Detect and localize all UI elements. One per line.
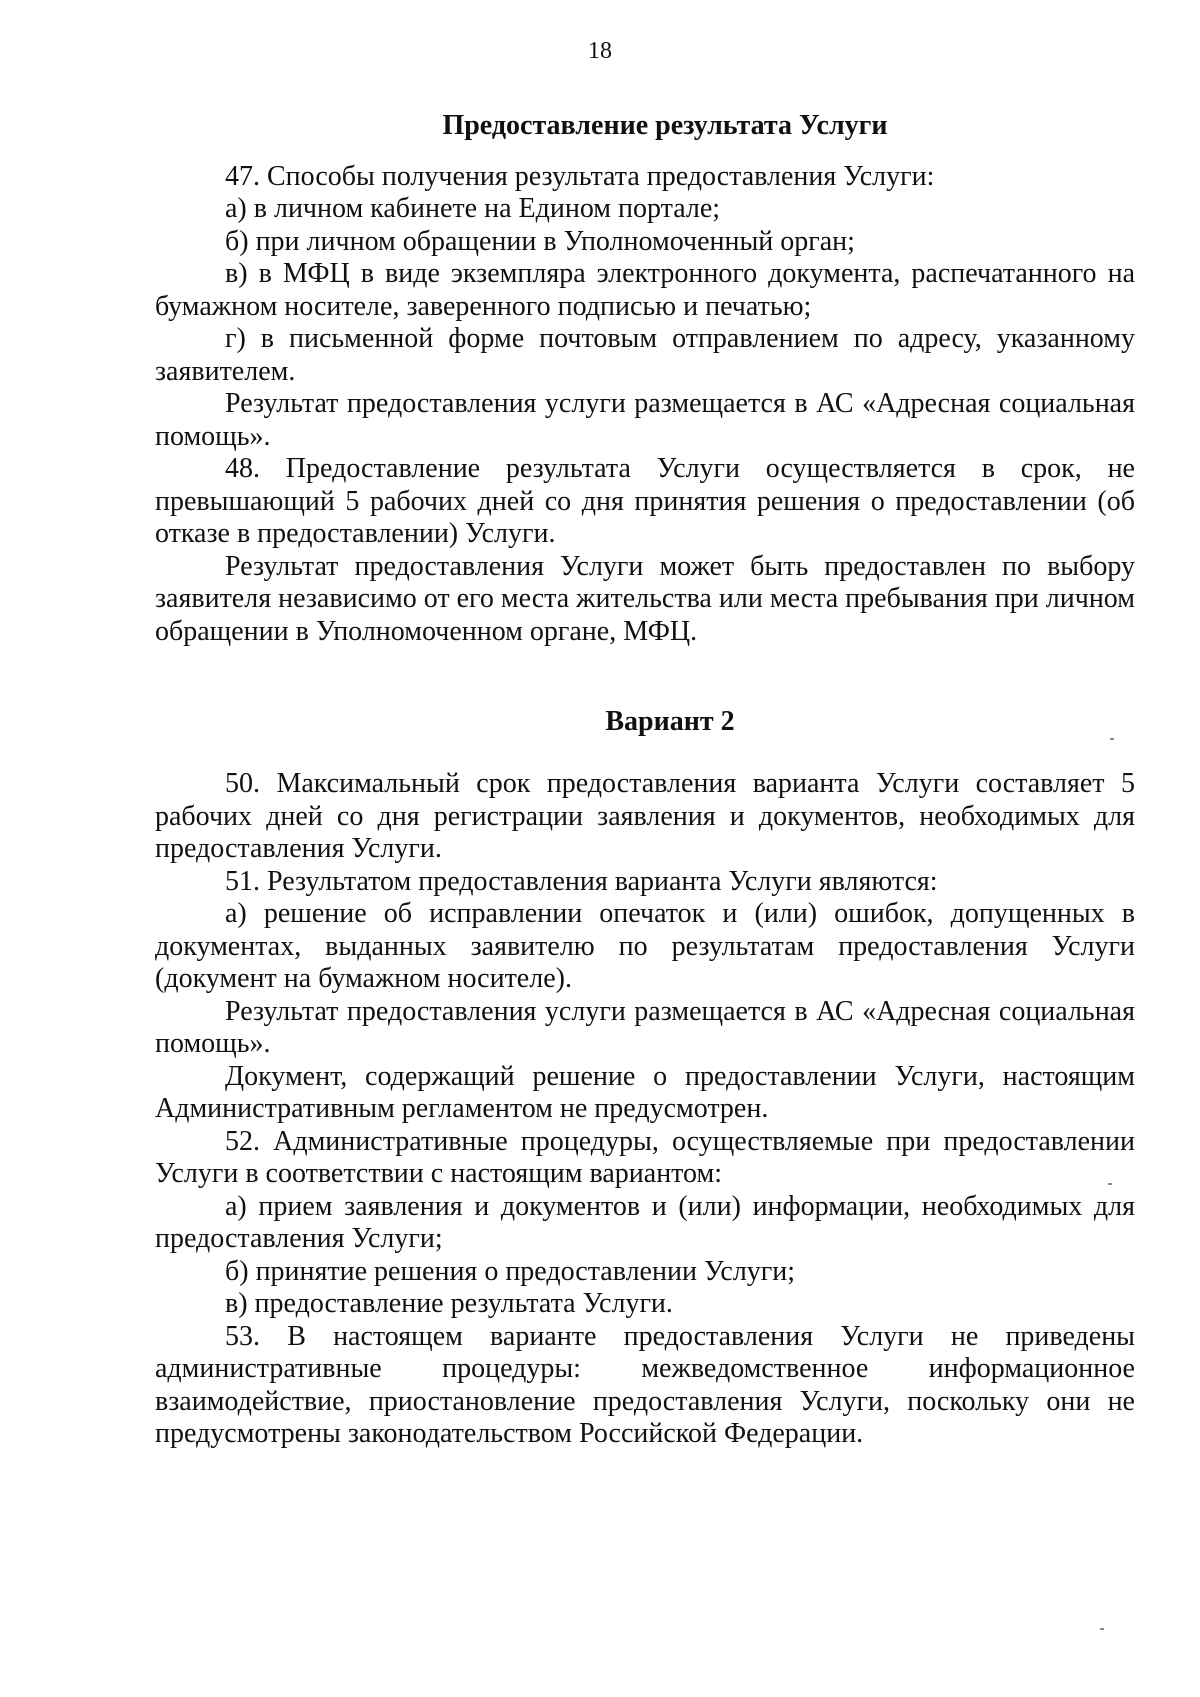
list-item-b: б) при личном обращении в Уполномоченный орган; (225, 225, 855, 257)
section-result-delivery (155, 110, 1135, 648)
scan-speck (1110, 738, 1114, 740)
paragraph-51: 51. Результатом предоставления варианта Услуги являются: (225, 865, 938, 897)
list-item-b: б) принятие решения о предоставлении Услуги; (225, 1255, 796, 1287)
paragraph-result-placement: Результат предоставления услуги размещается в АС «Адресная социальная помощь». (155, 388, 1135, 452)
paragraph-52: 52. Административные процедуры, осуществляемые при предоставлении Услуги в соответствии с настоящим вариантом: (155, 1125, 1135, 1189)
scan-speck (1108, 1183, 1112, 1185)
list-item-a: а) в личном кабинете на Едином портале; (225, 193, 721, 224)
paragraph-50: 50. Максимальный срок предоставления варианта Услуги составляет 5 рабочих дней со дня регистрации заявления и документов, необходимых для предоставления Услуги. (155, 768, 1135, 864)
paragraph-result-choice: Результат предоставления Услуги может быть предоставлен по выбору заявителя независимо от его места жительства или места пребывания при личном обращении в Уполномоченном органе, МФЦ. (155, 550, 1135, 647)
list-item-v: в) предоставление результата Услуги. (225, 1288, 673, 1319)
page-number: 18 (588, 38, 612, 64)
paragraph-document: Документ, содержащий решение о предоставлении Услуги, настоящим Административным регламентом не предусмотрен. (155, 1060, 1135, 1124)
list-item-a: а) прием заявления и документов и (или) информации, необходимых для предоставления Услуги; (155, 1190, 1135, 1254)
list-item-v: в) в МФЦ в виде экземпляра электронного документа, распечатанного на бумажном носителе, заверенного подписью и печатью; (155, 258, 1135, 322)
list-item-g: г) в письменной форме почтовым отправлением по адресу, указанному заявителем. (155, 323, 1135, 387)
section-variant-2 (155, 768, 1135, 1451)
scan-speck (1100, 1628, 1104, 1630)
section-heading: Предоставление результата Услуги (442, 110, 888, 141)
list-item-a: а) решение об исправлении опечаток и (или) ошибок, допущенных в документах, выданных заявителю по результатам предоставления Услуги (документ на бумажном носителе). (155, 898, 1135, 994)
variant-heading: Вариант 2 (605, 706, 735, 737)
paragraph-53: 53. В настоящем варианте предоставления Услуги не приведены административные процедуры: межведомственное информационное взаимодействие, приостановление предоставления Услуги, поскольку они не предусмотрены законодательством Российской Федерации. (155, 1320, 1135, 1449)
paragraph-result-placement: Результат предоставления услуги размещается в АС «Адресная социальная помощь». (155, 995, 1135, 1059)
paragraph-47: 47. Способы получения результата предоставления Услуги: (225, 160, 935, 192)
paragraph-48: 48. Предоставление результата Услуги осуществляется в срок, не превышающий 5 рабочих дней со дня принятия решения о предоставлении (об отказе в предоставлении) Услуги. (155, 453, 1135, 549)
